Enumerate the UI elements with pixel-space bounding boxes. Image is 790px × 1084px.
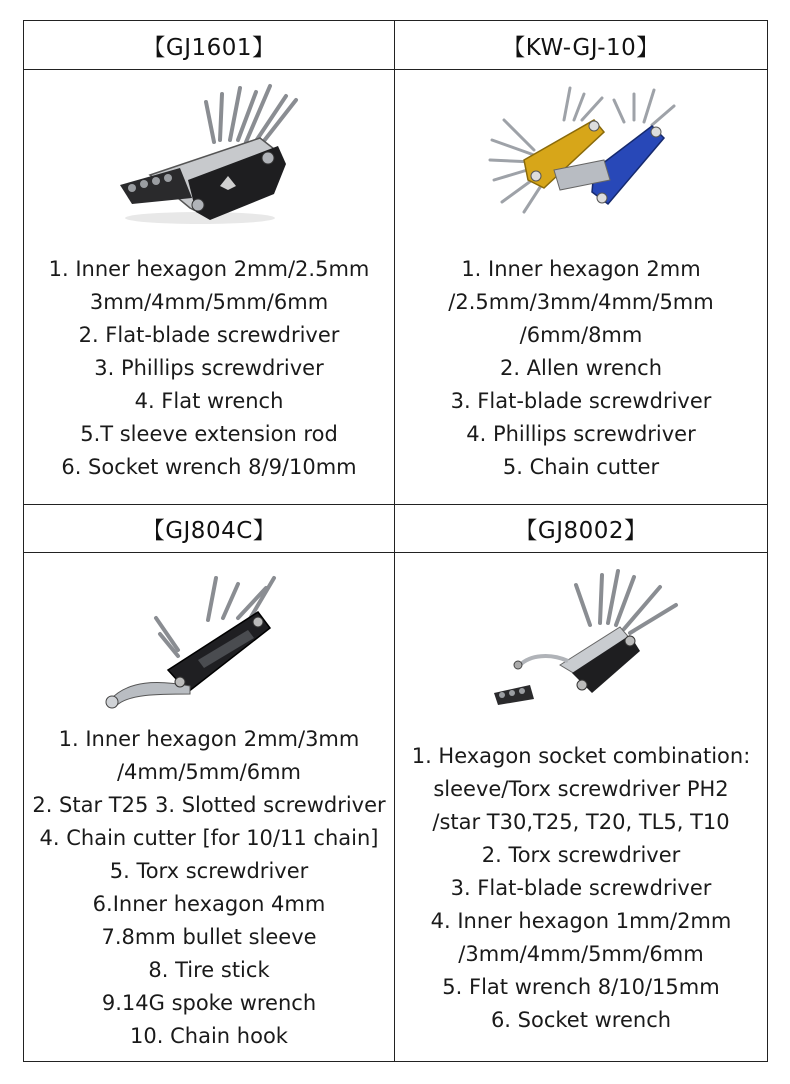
spec-list-gj1601 (24, 253, 394, 484)
spec-item: /2.5mm/3mm/4mm/5mm (448, 290, 714, 314)
spec-item: 4. Phillips screwdriver (466, 422, 696, 446)
multi-tool-gj8002-image (490, 565, 690, 710)
spec-item: 3. Phillips screwdriver (94, 356, 324, 380)
spec-item: 6.Inner hexagon 4mm (92, 892, 326, 916)
spec-item: /star T30,T25, T20, TL5, T10 (432, 810, 730, 834)
spec-item: 2. Torx screwdriver (481, 843, 681, 867)
spec-item: 6. Socket wrench 8/9/10mm (61, 455, 357, 479)
spec-item: 2. Allen wrench (499, 356, 663, 380)
spec-list-gj8002 (395, 740, 767, 1037)
spec-item: 4. Chain cutter [for 10/11 chain] (39, 826, 379, 850)
product-title-gj1601: 【GJ1601】 (142, 34, 276, 61)
spec-item: 3. Flat-blade screwdriver (450, 389, 712, 413)
spec-item: 6. Socket wrench (490, 1008, 672, 1032)
spec-item: sleeve/Torx screwdriver PH2 (433, 777, 729, 801)
spec-item: 9.14G spoke wrench (101, 991, 317, 1015)
spec-item: 2. Flat-blade screwdriver (78, 323, 340, 347)
spec-item: 1. Hexagon socket combination: (411, 744, 751, 768)
product-title-gj8002: 【GJ8002】 (514, 518, 648, 544)
spec-item: 10. Chain hook (130, 1024, 288, 1048)
spec-item: 1. Inner hexagon 2mm/3mm (58, 727, 360, 751)
spec-item: 4. Inner hexagon 1mm/2mm (430, 909, 732, 933)
spec-item: 1. Inner hexagon 2mm (461, 257, 701, 281)
product-title-kw-gj-10: 【KW-GJ-10】 (502, 34, 660, 61)
row-divider (23, 552, 768, 553)
spec-item: 5. Torx screwdriver (109, 859, 309, 883)
spec-item: 8. Tire stick (148, 958, 270, 982)
spec-item: 7.8mm bullet sleeve (101, 925, 317, 949)
spec-item: 3mm/4mm/5mm/6mm (89, 290, 329, 314)
spec-item: 1. Inner hexagon 2mm/2.5mm (48, 257, 370, 281)
multi-tool-gj804c-image (98, 570, 298, 720)
spec-list-gj804c (24, 723, 394, 1053)
spec-item: 2. Star T25 3. Slotted screwdriver (32, 793, 386, 817)
spec-item: /3mm/4mm/5mm/6mm (458, 942, 704, 966)
spec-item: 5.T sleeve extension rod (80, 422, 338, 446)
multi-tool-kw-gj-10-image (484, 80, 684, 220)
spec-item: /4mm/5mm/6mm (116, 760, 302, 784)
product-title-gj804c: 【GJ804C】 (141, 518, 277, 544)
spec-item: 5. Chain cutter (502, 455, 660, 479)
multi-tool-gj1601-image (110, 80, 310, 230)
spec-item: 5. Flat wrench 8/10/15mm (442, 975, 720, 999)
spec-item: 4. Flat wrench (134, 389, 284, 413)
spec-list-kw-gj-10 (395, 253, 767, 484)
spec-item: 3. Flat-blade screwdriver (450, 876, 712, 900)
row-divider (23, 69, 768, 70)
spec-item: /6mm/8mm (519, 323, 643, 347)
